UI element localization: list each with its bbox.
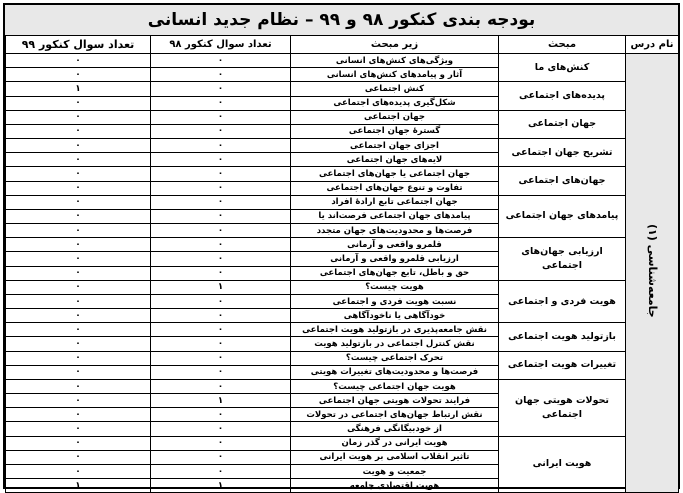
page-title: بودجه بندی کنکور ۹۸ و ۹۹ – نظام جدید انسانی — [5, 5, 678, 37]
table-row — [6, 323, 679, 337]
count-99-cell: ۰ — [6, 379, 151, 393]
header-section: مبحث — [499, 36, 626, 54]
section-cell: پیامدهای جهان اجتماعی — [499, 195, 626, 238]
count-98-cell: ۰ — [151, 209, 291, 223]
topic-cell: خودآگاهی یا ناخودآگاهی — [291, 309, 499, 323]
count-99-cell: ۰ — [6, 280, 151, 294]
budget-table — [5, 35, 679, 493]
count-98-cell: ۰ — [151, 266, 291, 280]
topic-cell: حق و باطل، تابع جهان‌های اجتماعی — [291, 266, 499, 280]
count-98-cell: ۰ — [151, 238, 291, 252]
count-98-cell: ۱ — [151, 479, 291, 493]
topic-cell: از خودبیگانگی فرهنگی — [291, 422, 499, 436]
topic-cell: نسبت هویت فردی و اجتماعی — [291, 294, 499, 308]
topic-cell: هویت ایرانی در گذر زمان — [291, 436, 499, 450]
count-99-cell: ۰ — [6, 124, 151, 138]
table-row — [6, 167, 679, 181]
count-98-cell: ۰ — [151, 181, 291, 195]
count-99-cell: ۰ — [6, 238, 151, 252]
header-topic: زیر مبحث — [291, 36, 499, 54]
header-row — [6, 36, 679, 54]
topic-cell: فرصت‌ها و محدودیت‌های تغییرات هویتی — [291, 365, 499, 379]
count-99-cell: ۰ — [6, 408, 151, 422]
count-98-cell: ۰ — [151, 153, 291, 167]
table-row — [6, 82, 679, 96]
table-row — [6, 110, 679, 124]
count-99-cell: ۰ — [6, 167, 151, 181]
section-cell: جهان اجتماعی — [499, 110, 626, 138]
table-row — [6, 238, 679, 252]
count-99-cell: ۰ — [6, 394, 151, 408]
count-99-cell: ۰ — [6, 422, 151, 436]
table-row — [6, 280, 679, 294]
header-lesson: نام درس — [626, 36, 679, 54]
count-99-cell: ۰ — [6, 351, 151, 365]
header-count-99: تعداد سوال کنکور ۹۹ — [6, 36, 151, 54]
topic-cell: هویت جهان اجتماعی چیست؟ — [291, 379, 499, 393]
table-body — [6, 54, 679, 493]
count-98-cell: ۰ — [151, 323, 291, 337]
topic-cell: تاثیر انقلاب اسلامی بر هویت ایرانی — [291, 450, 499, 464]
topic-cell: جهان اجتماعی یا جهان‌های اجتماعی — [291, 167, 499, 181]
topic-cell: اجزای جهان اجتماعی — [291, 139, 499, 153]
count-99-cell: ۰ — [6, 224, 151, 238]
count-98-cell: ۰ — [151, 436, 291, 450]
count-98-cell: ۰ — [151, 224, 291, 238]
count-98-cell: ۰ — [151, 54, 291, 68]
count-99-cell: ۱ — [6, 82, 151, 96]
topic-cell: شکل‌گیری پدیده‌های اجتماعی — [291, 96, 499, 110]
lesson-name: جامعه‌شناسی (۱) — [646, 224, 659, 319]
topic-cell: تفاوت و تنوع جهان‌های اجتماعی — [291, 181, 499, 195]
count-98-cell: ۰ — [151, 82, 291, 96]
count-98-cell: ۰ — [151, 464, 291, 478]
count-99-cell: ۰ — [6, 68, 151, 82]
count-99-cell: ۰ — [6, 209, 151, 223]
topic-cell: آثار و پیامدهای کنش‌های انسانی — [291, 68, 499, 82]
section-cell: ارزیابی جهان‌های اجتماعی — [499, 238, 626, 281]
topic-cell: فرایند تحولات هویتی جهان اجتماعی — [291, 394, 499, 408]
topic-cell: کنش اجتماعی — [291, 82, 499, 96]
count-98-cell: ۰ — [151, 422, 291, 436]
count-98-cell: ۰ — [151, 365, 291, 379]
topic-cell: فرصت‌ها و محدودیت‌های جهان متجدد — [291, 224, 499, 238]
topic-cell: ارزیابی قلمرو واقعی و آرمانی — [291, 252, 499, 266]
lesson-cell — [626, 54, 679, 493]
section-cell: جهان‌های اجتماعی — [499, 167, 626, 195]
table-row — [6, 195, 679, 209]
budget-sheet — [3, 3, 680, 489]
section-cell: تشریح جهان اجتماعی — [499, 139, 626, 167]
count-98-cell: ۰ — [151, 294, 291, 308]
topic-cell: گسترهٔ جهان اجتماعی — [291, 124, 499, 138]
table-row — [6, 379, 679, 393]
count-98-cell: ۰ — [151, 379, 291, 393]
count-99-cell: ۰ — [6, 365, 151, 379]
section-cell: پدیده‌های اجتماعی — [499, 82, 626, 110]
count-98-cell: ۱ — [151, 394, 291, 408]
count-99-cell: ۰ — [6, 266, 151, 280]
count-99-cell: ۰ — [6, 294, 151, 308]
count-98-cell: ۰ — [151, 167, 291, 181]
topic-cell: هویت چیست؟ — [291, 280, 499, 294]
topic-cell: نقش کنترل اجتماعی در بازتولید هویت — [291, 337, 499, 351]
count-99-cell: ۰ — [6, 450, 151, 464]
count-99-cell: ۰ — [6, 96, 151, 110]
topic-cell: ویژگی‌های کنش‌های انسانی — [291, 54, 499, 68]
count-98-cell: ۰ — [151, 96, 291, 110]
topic-cell: تحرک اجتماعی چیست؟ — [291, 351, 499, 365]
count-98-cell: ۰ — [151, 351, 291, 365]
count-98-cell: ۰ — [151, 337, 291, 351]
count-98-cell: ۰ — [151, 110, 291, 124]
section-cell: تغییرات هویت اجتماعی — [499, 351, 626, 379]
section-cell: هویت ایرانی — [499, 436, 626, 493]
topic-cell: پیامدهای جهان اجتماعی فرصت‌اند یا — [291, 209, 499, 223]
count-99-cell: ۰ — [6, 195, 151, 209]
count-99-cell: ۰ — [6, 436, 151, 450]
count-98-cell: ۰ — [151, 408, 291, 422]
topic-cell: جمعیت و هویت — [291, 464, 499, 478]
topic-cell: جهان اجتماعی تابع ارادهٔ افراد — [291, 195, 499, 209]
count-99-cell: ۰ — [6, 464, 151, 478]
topic-cell: قلمرو واقعی و آرمانی — [291, 238, 499, 252]
section-cell: بازتولید هویت اجتماعی — [499, 323, 626, 351]
section-cell: هویت فردی و اجتماعی — [499, 280, 626, 323]
count-99-cell: ۰ — [6, 139, 151, 153]
count-99-cell: ۰ — [6, 54, 151, 68]
count-99-cell: ۰ — [6, 323, 151, 337]
section-cell: تحولات هویتی جهان اجتماعی — [499, 379, 626, 436]
header-count-98: تعداد سوال کنکور ۹۸ — [151, 36, 291, 54]
section-cell: کنش‌های ما — [499, 54, 626, 82]
count-99-cell: ۰ — [6, 110, 151, 124]
count-99-cell: ۰ — [6, 309, 151, 323]
count-98-cell: ۰ — [151, 68, 291, 82]
topic-cell: نقش ارتباط جهان‌های اجتماعی در تحولات — [291, 408, 499, 422]
table-row — [6, 139, 679, 153]
table-row — [6, 436, 679, 450]
count-99-cell: ۰ — [6, 153, 151, 167]
topic-cell: لایه‌های جهان اجتماعی — [291, 153, 499, 167]
topic-cell: جهان اجتماعی — [291, 110, 499, 124]
topic-cell: نقش جامعه‌پذیری در بازتولید هویت اجتماعی — [291, 323, 499, 337]
count-98-cell: ۰ — [151, 309, 291, 323]
count-99-cell: ۰ — [6, 181, 151, 195]
count-98-cell: ۰ — [151, 252, 291, 266]
count-98-cell: ۰ — [151, 124, 291, 138]
table-row — [6, 351, 679, 365]
topic-cell: هویت اقتصادی جامعه — [291, 479, 499, 493]
count-99-cell: ۱ — [6, 479, 151, 493]
count-98-cell: ۰ — [151, 450, 291, 464]
count-98-cell: ۰ — [151, 139, 291, 153]
count-98-cell: ۰ — [151, 195, 291, 209]
count-99-cell: ۰ — [6, 252, 151, 266]
count-99-cell: ۰ — [6, 337, 151, 351]
count-98-cell: ۱ — [151, 280, 291, 294]
table-row — [6, 54, 679, 68]
